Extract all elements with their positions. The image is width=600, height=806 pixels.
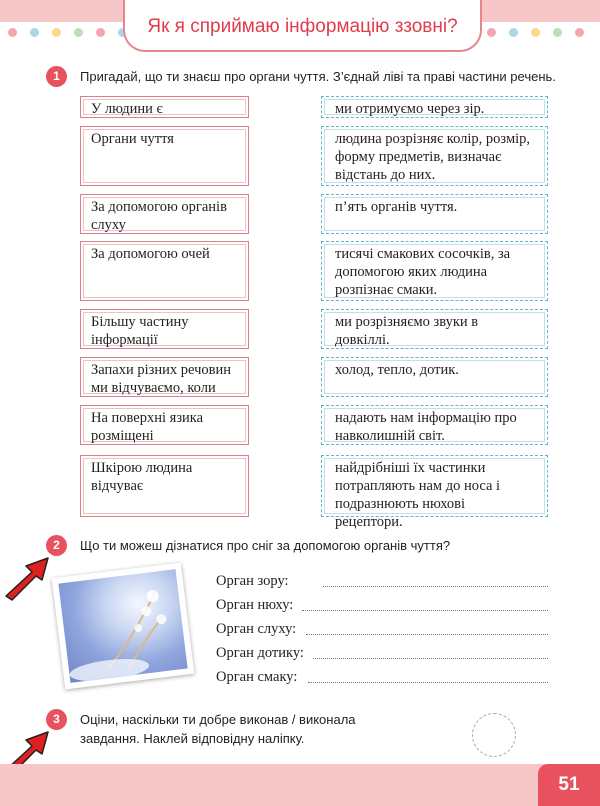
task-3-line-2: завдання. Наклей відповідну наліпку. xyxy=(80,731,305,746)
task-1-text: Пригадай, що ти знаєш про органи чуття. З’єднай ліві та праві частини речень. xyxy=(80,69,556,84)
task-3-badge: 3 xyxy=(46,709,67,730)
dot xyxy=(52,28,61,37)
right-box[interactable]: надають нам інформацію про навколишній світ. xyxy=(321,405,548,445)
dot xyxy=(531,28,540,37)
answer-line[interactable] xyxy=(216,669,297,686)
dot xyxy=(509,28,518,37)
footer-band xyxy=(0,764,600,806)
answer-label: Орган дотику: xyxy=(216,645,304,661)
right-box[interactable]: ми розрізняємо звуки в довкіллі. xyxy=(321,309,548,349)
dotted-line xyxy=(323,586,548,587)
task-1-badge: 1 xyxy=(46,66,67,87)
task-2-text: Що ти можеш дізнатися про сніг за допомогою органів чуття? xyxy=(80,538,451,553)
answer-label: Орган слуху: xyxy=(216,621,297,637)
right-box[interactable]: людина розрізняє колір, розмір, форму предметів, визначає відстань до них. xyxy=(321,126,548,186)
left-box[interactable]: Більшу частину інформації xyxy=(80,309,249,349)
answer-line[interactable] xyxy=(216,573,289,590)
task-2-badge: 2 xyxy=(46,535,67,556)
decor-dots-left xyxy=(8,24,140,38)
red-arrow-icon xyxy=(2,552,56,602)
left-box[interactable]: За допомогою органів слуху xyxy=(80,194,249,234)
dot xyxy=(96,28,105,37)
dot xyxy=(553,28,562,37)
left-box[interactable]: За допомогою очей xyxy=(80,241,249,301)
left-box[interactable]: Шкірою людина відчуває xyxy=(80,455,249,517)
task-3-line-1: Оціни, наскільки ти добре виконав / виконала xyxy=(80,712,356,727)
dot xyxy=(30,28,39,37)
dotted-line xyxy=(302,610,548,611)
answer-label: Орган смаку: xyxy=(216,669,298,685)
right-box[interactable]: ми отримуємо через зір. xyxy=(321,96,548,118)
dot xyxy=(575,28,584,37)
page-title: Як я сприймаю інформацію ззовні? xyxy=(147,16,458,37)
left-box[interactable]: Запахи різних речовин ми відчуваємо, коли xyxy=(80,357,249,397)
answer-line[interactable] xyxy=(216,621,296,638)
answer-line[interactable] xyxy=(216,597,293,614)
page-number: 51 xyxy=(538,764,600,806)
left-box[interactable]: У людини є xyxy=(80,96,249,118)
left-box[interactable]: На поверхні язика розміщені xyxy=(80,405,249,445)
right-box[interactable]: п’ять органів чуття. xyxy=(321,194,548,234)
dotted-line xyxy=(313,658,548,659)
snow-image xyxy=(58,569,187,683)
title-box xyxy=(123,0,482,52)
dot xyxy=(74,28,83,37)
answer-label: Орган зору: xyxy=(216,573,289,589)
right-box[interactable]: тисячі смакових сосочків, за допомогою яких людина розпізнає смаки. xyxy=(321,241,548,301)
right-box[interactable]: холод, тепло, дотик. xyxy=(321,357,548,397)
answer-label: Орган нюху: xyxy=(216,597,294,613)
decor-dots-right xyxy=(487,24,597,38)
dot xyxy=(8,28,17,37)
dotted-line xyxy=(306,634,548,635)
left-box[interactable]: Органи чуття xyxy=(80,126,249,186)
sticker-placeholder[interactable] xyxy=(472,713,516,757)
right-box[interactable]: найдрібніші їх частинки потрапляють нам до носа і подразнюють нюхові рецептори. xyxy=(321,455,548,517)
dotted-line xyxy=(308,682,548,683)
answer-line[interactable] xyxy=(216,645,304,662)
frost-branch-icon xyxy=(58,569,187,683)
dot xyxy=(487,28,496,37)
snow-photo xyxy=(52,562,195,689)
